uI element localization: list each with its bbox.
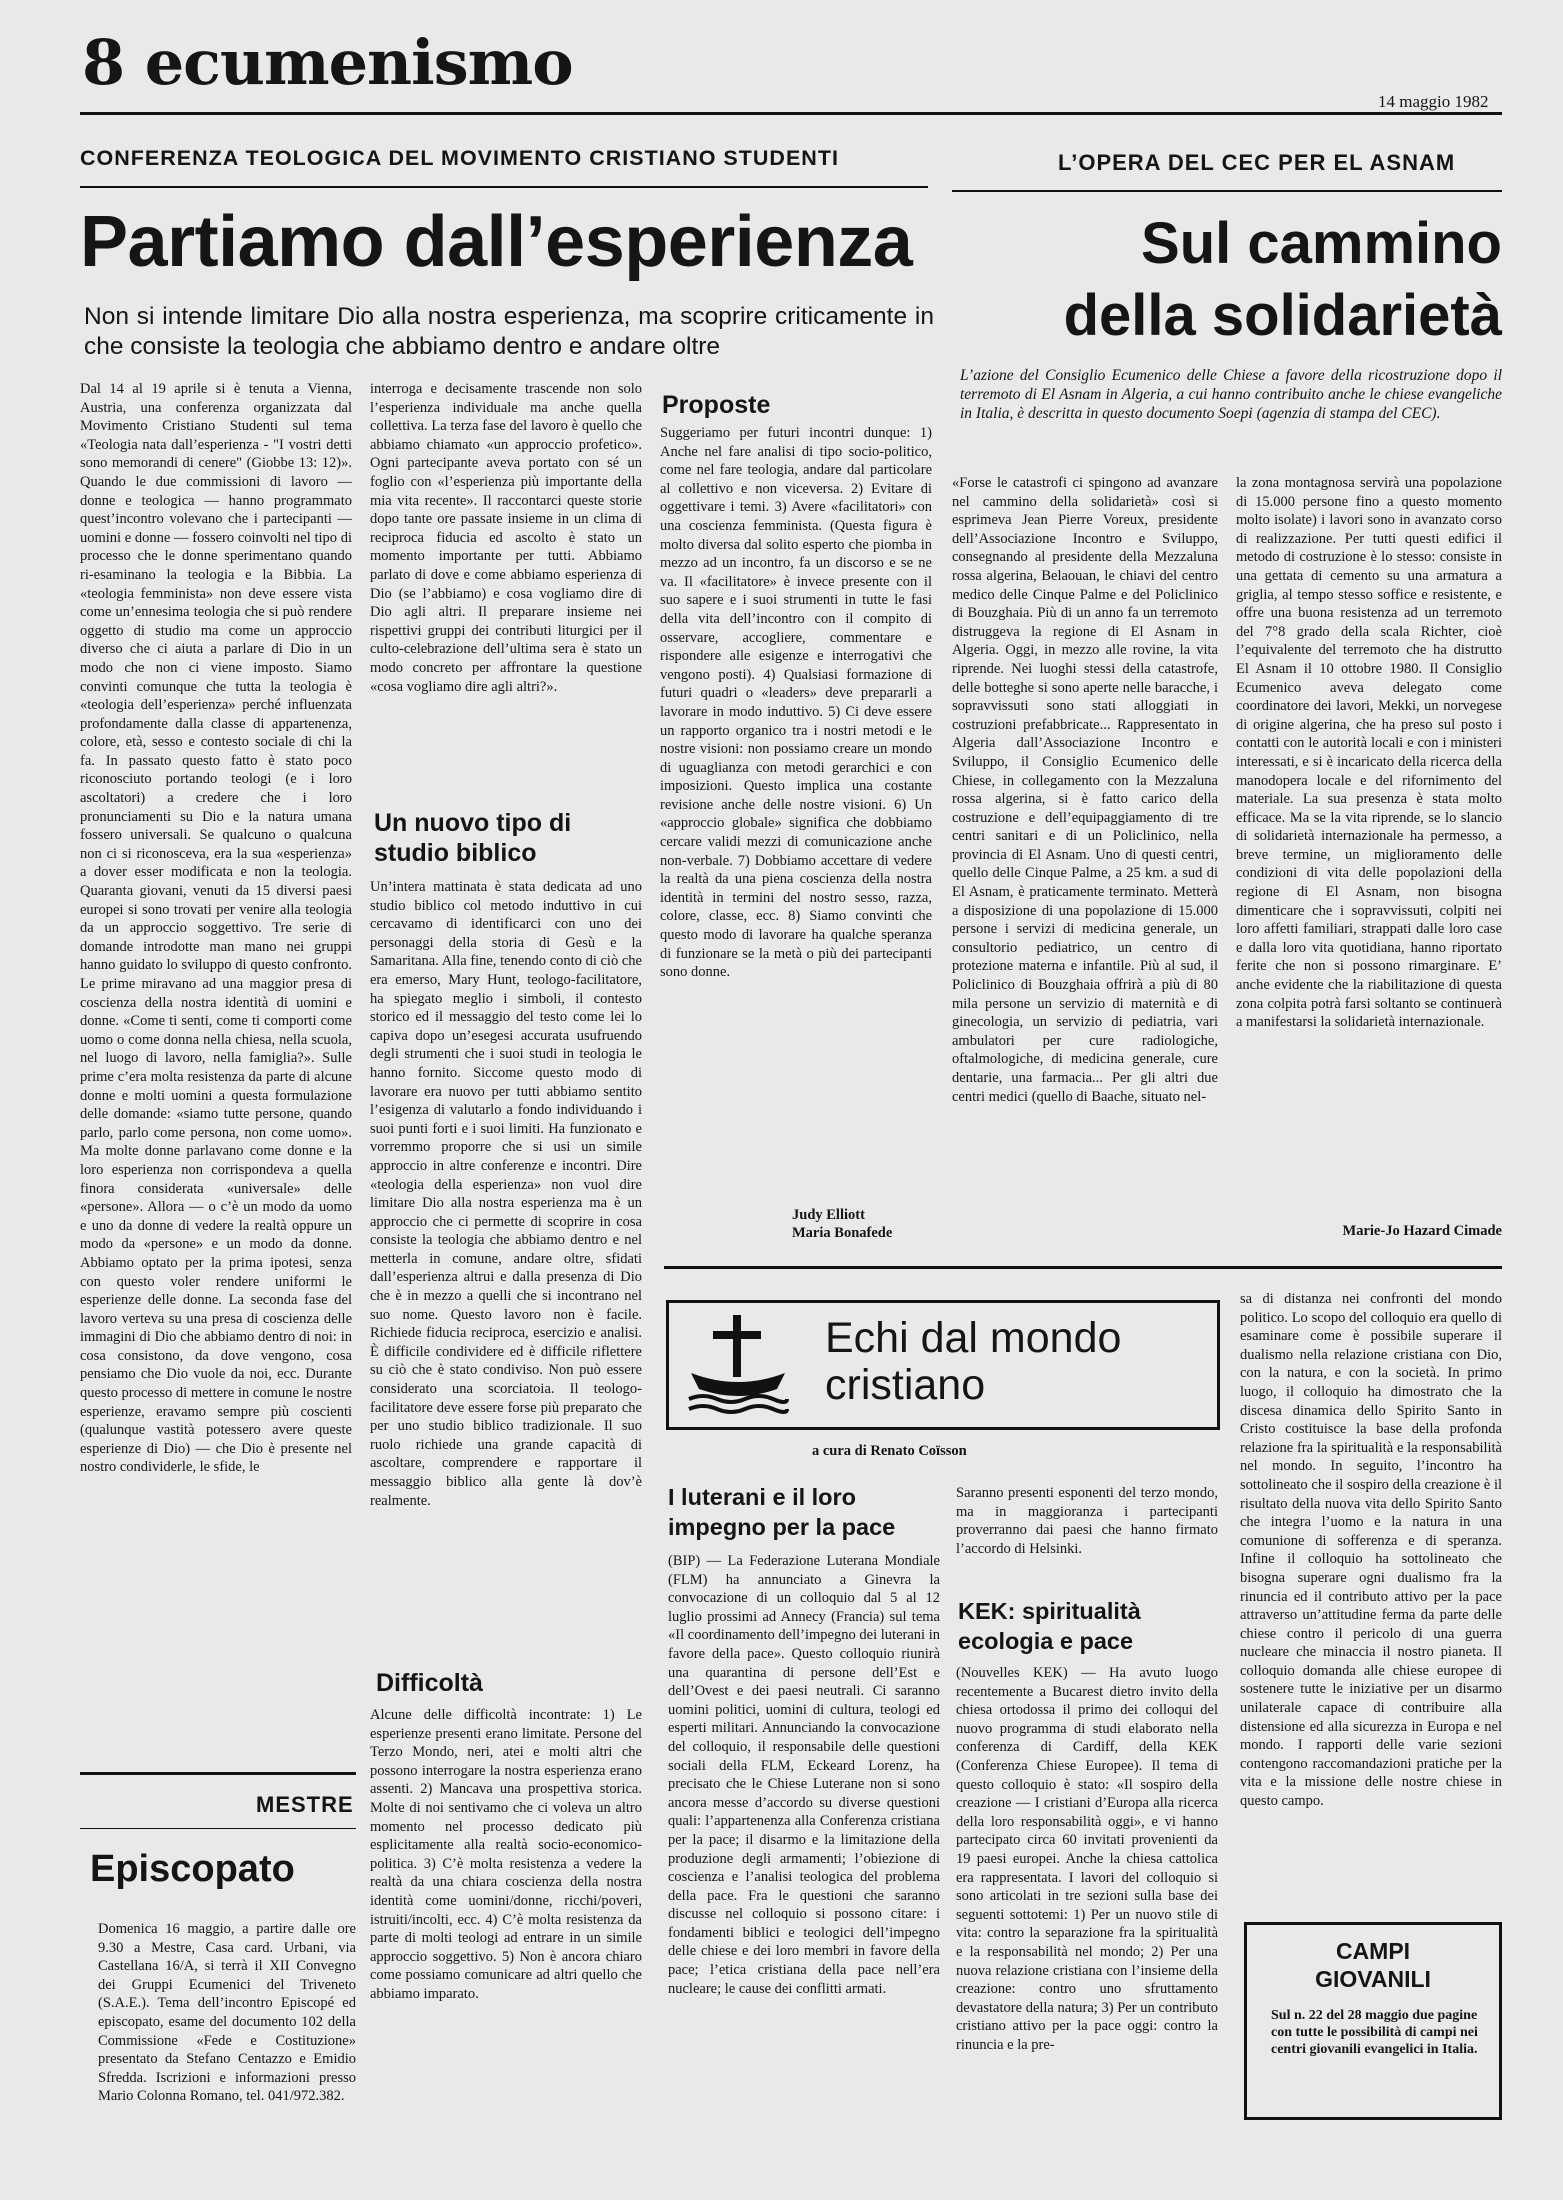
echi-curator: a cura di Renato Coïsson	[812, 1443, 967, 1459]
right-kicker: L’OPERA DEL CEC PER EL ASNAM	[1058, 150, 1456, 175]
cross-boat-icon	[683, 1311, 793, 1417]
mestre-title: Episcopato	[90, 1848, 295, 1890]
right-intro: L’azione del Consiglio Ecumenico delle Chiese a favore della ricostruzione dopo il terremoto di El Asnam in Algeria, a cui hanno contribuito anche le chiese evangeliche in Italia, è descritta in questo documento Soepi (agenzia di stampa del CEC).	[960, 367, 1502, 422]
left-kicker-rule	[80, 186, 928, 188]
subhead-proposte: Proposte	[662, 391, 771, 419]
echi-col-3: sa di distanza nei confronti del mondo politico. Lo scopo del colloquio era quello di esaminare come è possibile superare il dualismo nella relazione cristiana con Dio, con la natura, e con la società. In primo luogo, il colloquio ha dimostrato che la discesa dinamica dello Spirito Santo in Cristo costituisce la base della profonda relazione fra la spiritualità e la responsabilità nel mondo. In seguito, l’incontro ha sottolineato che il sospiro della creazione è il risultato della nuova vita dello Spirito Santo che integra l’uomo e la natura in una comunione di sofferenza e di speranza. Infine il colloquio ha sottolineato che bisogna superare ogni dualismo fra la rinuncia ed il contributo attivo per la pace attraverso un’attitudine ferma da parte delle chiese contro il pericolo di una guerra nucleare che minaccia il nostro pianeta. Il colloquio domanda alle chiese europee di sostenere tutte le iniziative per un disarmo unilaterale capace di contribuire alla distensione ed alla sicurezza in Europa e nel mondo. I rapporti delle varie sezioni contengono raccomandazioni pratiche per la vita e la missione delle nostre chiese in questo campo.	[1240, 1291, 1502, 1810]
right-byline: Marie-Jo Hazard Cimade	[1342, 1223, 1502, 1239]
mestre-kicker: MESTRE	[256, 1792, 354, 1817]
left-col-1: Dal 14 al 19 aprile si è tenuta a Vienna, Austria, una conferenza organizzata dal Movimento Cristiano Studenti sul tema «Teologia nata dall’esperienza - "I vostri detti sono memorandi di cenere" (Giobbe 13: 12)». Quando le due commissioni di lavoro — donne e teologica — hanno programmato quest’incontro volevano che i partecipanti — uomini e donne — fossero coinvolti nel tipo di processo che le donne sperimentano quando ri-esaminano la teologia e la Bibbia. La «teologia femminista» non deve essere vista come un’ennesima teologia che si può rendere oggetto di studio ma come un approccio diverso che ci aiuta a parlare di Dio in un modo che non ci viene imposto. Siamo convinti comunque che tutta la teologia è «teologia dell’esperienza» perché influenzata profondamente dalla classe di appartenenza, colore, età, sesso e contesto sociale di chi la fa. In passato questo fatto è stato poco riconosciuto portando teologi (e i loro ascoltatori) a credere che i loro pronunciamenti su Dio e la natura umana fossero universali. Se qualcuno o qualcuna non ci si riconosceva, era la sua «esperienza» a dover esser modificata e non la teologia. Quaranta giovani, venuti da 15 diversi paesi europei si sono trovati per venire alla teologia da un approccio soggettivo. Tre serie di domande introdotte man mano nei gruppi hanno guidato lo sviluppo di questo confronto. Le prime miravano ad una maggior presa di coscienza della nostra identità di uomini e donne. «Come ti senti, come ti comporti come uomo o come donna nella chiesa, nella scuola, nel luogo di lavoro, nella famiglia?». Sulle prime c’era molta resistenza da parte di alcune donne e molti uomini a questa formulazione delle domande: «siamo tutte persone, quando parlo, parlo come persona, non come uomo». Ma molte donne parlavano come donne e la loro esperienza non corrispondeva a quella finora considerata «universale» delle «persone». Allora — o c’è un modo da uomo e uno da donne di vedere la realtà oppure un modo da «persone» e un modo da donne. Abbiamo optato per la prima ipotesi, senza con questo voler rendere uniformi le esperienze delle donne. La seconda fase del lavoro verteva su una presa di coscienza delle immagini di Dio che abbiamo dentro di noi: in cosa consistono, da dove vengono, cosa pensiamo che Dio vuole da noi, ecc. Durante questo processo di mettere in comune le nostre esperienze, eravamo sempre più coscienti (qualunque vastità potessero avere queste esperienze di Dio) — che Dio è presente nel nostro condividerle, le sfide, le	[80, 381, 352, 1476]
subhead-luterani: I luterani e il loro impegno per la pace	[668, 1484, 896, 1540]
right-headline-line2: della solidarietà	[1063, 283, 1502, 348]
campi-title-line1: CAMPI	[1335, 1938, 1411, 1964]
mestre-body: Domenica 16 maggio, a partire dalle ore 9.30 a Mestre, Casa card. Urbani, via Castellana 16/A, si terrà il XII Convegno dei Gruppi Ecumenici del Triveneto (S.A.E.). Tema dell’incontro Episcopé ed episcopato, esame del documento 102 della Commissione «Fede e Costituzione» presentato da Stefano Centazzo e Emidio Sfredda. Iscrizioni e informazioni presso Mario Colonna Romano, tel. 041/972.382.	[98, 1921, 356, 2105]
echi-title	[825, 1315, 1121, 1409]
header-rule	[80, 112, 1502, 115]
echi-title-line1: Echi dal mondo	[825, 1314, 1122, 1362]
right-col-1: «Forse le catastrofi ci spingono ad avanzare nel cammino della solidarietà» così si esprimeva Jean Pierre Voreux, presidente dell’Associazione Incontro e Sviluppo, consegnando al presidente della Mezzaluna rossa algerina, Belaouan, le chiavi del centro medico delle Cinque Palme e del Policlinico di Bouzghaia. Più di un anno fa un terremoto distruggeva la regione di El Asnam in Algeria. Oggi, in mezzo alle rovine, la vita riprende. Nei luoghi stessi della catastrofe, delle botteghe si sono aperte nelle baracche, i sopravvissuti sono stati alloggiati in costruzioni prefabbricate... Rappresentato in Algeria dall’Associazione Incontro e Sviluppo, il Consiglio Ecumenico delle Chiese, in collegamento con la Mezzaluna rossa algerina, si è fatto carico della costruzione e dell’equipaggiamento di tre centri sanitari e di un Policlinico, nella provincia di El Asnam. Uno di questi centri, quello delle Cinque Palme, a 25 km. a sud di El Asnam, è praticamente terminato. Metterà a disposizione di una popolazione di 15.000 persone i servizi di medicina generale, un consultorio pediatrico, un centro di protezione materna e infantile. Più al sud, il Policlinico di Bouzghaia offrirà a più di 80 mila persone un servizio di maternità e di ginecologia, un servizio di pediatria, vari ambulatori per cure radiologiche, oftalmologiche, di medicina generale, cure dentarie, una farmacia... Per gli altri due centri medici (quello di Baache, situato nel-	[952, 475, 1218, 1105]
right-headline-line1: Sul cammino	[1141, 211, 1502, 276]
subhead-kek: KEK: spiritualità ecologia e pace	[958, 1598, 1141, 1654]
byline-2: Maria Bonafede	[792, 1225, 893, 1241]
subhead-studio-biblico: Un nuovo tipo di studio biblico	[374, 809, 572, 867]
left-col-3: Suggeriamo per futuri incontri dunque: 1) Anche nel fare analisi di tipo socio-politico, come nel fare teologia, andare dal particolare al collettivo e non viceversa. 2) Evitare di oggettivare i temi. 3) Avere «facilitatori» con una coscienza femminista. (Questa figura è molto diversa dal solito esperto che piomba in mezzo ad un incontro, fa un discorso e se ne va. Il «facilitatore» è invece presente con il suo sapere e i suoi strumenti in tutte le fasi della vita dell’incontro con il compito di osservare, accogliere, commentare e rispondere alle esigenze e interrogativi che vengono posti). 4) Qualsiasi formazione di futuri quadri o «leaders» deve prepararli a lavorare in modo induttivo. 5) Ci deve essere un rapporto organico tra i nostri metodi e le nostre visioni: non possiamo creare un mondo di uguaglianza con metodi gerarchici e con imposizioni. Questo implica una costante revisione anche delle nostre visioni. 6) Un «approccio globale» significa che dobbiamo cercare validi mezzi di comunicazione anche non-verbale. 7) Dobbiamo accettare di vedere la realtà da una piena coscienza della nostra identità in termini del nostro sesso, razza, colore, classe, ecc. 8) Siamo convinti che questo modo di lavorare ha qualche speranza di funzionare se la metà o più dei partecipanti sono donne.	[660, 425, 932, 981]
left-col-2c: Alcune delle difficoltà incontrate: 1) Le esperienze presenti erano limitate. Persone del Terzo Mondo, neri, atei e molti altri che possono interrogare la nostra esperienza erano assenti. 2) Mancava una prospettiva storica. Molte di noi sentivamo che ci voleva un altro momento nel processo dedicato più esplicitamente alla realtà socio-economico-politica. 3) C’è molta resistenza a vedere la realtà da una chiara coscienza della nostra identità come uomini/donne, ricchi/poveri, istruiti/incolti, ecc. 4) C’è molta resistenza da parte di molti teologi ad entrare in un simile approccio soggettivo. 5) Non è ancora chiaro come possiamo comunicare ad altri quello che abbiamo imparato.	[370, 1707, 642, 2002]
campi-title	[1247, 1937, 1499, 1993]
left-col-2: interroga e decisamente trascende non solo l’esperienza individuale ma anche quella collettiva. La terza fase del lavoro è quello che abbiamo chiamato «un approccio profetico». Ogni partecipante aveva portato con sé un foglio con «l’esperienza più importante della mia vita recente». Il raccontarci queste storie dopo tante ore passate insieme in un clima di reciproca fiducia ed ascolto è stato un momento importante per tutti. Abbiamo parlato di dove e come abbiamo esperienza di Dio (se l’abbiamo) e cosa vogliamo dire di Dio agli altri. Il preparare insieme nei rispettivi gruppi dei contributi liturgici per il culto-celebrazione dell’ultima sera è stato un modo concreto per affrontare la questione «cosa vogliamo dire agli altri?».	[370, 381, 642, 695]
section-name: ecumenismo	[144, 26, 573, 99]
page-header-title	[82, 26, 573, 99]
echi-col-2a: Saranno presenti esponenti del terzo mondo, ma in maggioranza i partecipanti proverranno dai paesi che hanno firmato l’accordo di Helsinki.	[956, 1485, 1218, 1557]
subhead-difficolta: Difficoltà	[376, 1669, 483, 1697]
page-number: 8	[82, 26, 125, 99]
right-headline	[1000, 208, 1502, 352]
issue-date: 14 maggio 1982	[1378, 92, 1489, 111]
echi-col-1: (BIP) — La Federazione Luterana Mondiale (FLM) ha annunciato a Ginevra la convocazione di un colloquio dal 5 al 12 luglio prossimi ad Annecy (Francia) sul tema «Il coordinamento dell’impegno dei luterani in favore della pace». Questo colloquio riunirà una quarantina di persone dell’Est e dell’Ovest e dei paesi neutrali. Ci saranno uomini politici, uomini di cultura, teologi ed esperti militari. Annunciando la convocazione del colloquio, il responsabile delle questioni sociali della FLM, Eckeard Lorenz, ha precisato che le Chiese Luterane non si sono ancora messe d’accordo su diverse questioni quali: l’appartenenza alla Conferenza cristiana per la pace; il disarmo e la limitazione della produzione degli armamenti; l’obiezione di coscienza e l’analisi teologica del problema della pace. Fra le questioni che saranno discusse nel colloquio si possono citare: i fondamenti biblici e teologici dell’impegno delle chiese e dei loro membri in favore della pace; l’etica cristiana della pace nell’era nucleare; le cause dei conflitti armati.	[668, 1553, 940, 1997]
echi-col-2b: (Nouvelles KEK) — Ha avuto luogo recentemente a Bucarest dietro invito della chiesa ortodossa il primo dei colloqui del nuovo programma di studi elaborato nella conferenza di Cardiff, della KEK (Conferenza Chiese Europee). Il tema di questo colloquio è stato: «Il sospiro della creazione — I cristiani d’Europa alla ricerca della loro responsabilità oggi», e vi hanno partecipato circa 60 invitati provenienti da 19 paesi europei. Anche la chiesa cattolica era rappresentata. I lavori del colloquio si sono articolati in tre sezioni sulla base dei seguenti sottotemi: 1) Per un nuovo stile di vita: contro la separazione fra la spiritualità e la responsabilità nel mondo; 2) Per una nuova relazione cristiana con l’insieme della creazione: contro uno sfruttamento devastatore della natura; 3) Per un contributo cristiano attivo per la pace oggi: contro la rinuncia e la pre-	[956, 1665, 1218, 2053]
left-deck: Non si intende limitare Dio alla nostra esperienza, ma scoprire criticamente in che consiste la teologia che abbiamo dentro e andare oltre	[84, 303, 934, 360]
left-headline: Partiamo dall’esperienza	[80, 202, 913, 282]
byline-1: Judy Elliott	[792, 1207, 865, 1223]
right-col-2: la zona montagnosa servirà una popolazione di 15.000 persone fino a questo momento molto isolate) i lavori sono in avanzato corso di realizzazione. Per tutti questi edifici il metodo di costruzione è lo stesso: consiste in una gettata di cemento su una armatura a griglia, al tempo stesso soffice e resistente, e offre una buona resistenza ad un terremoto del 7°8 grado della scala Richter, cioè l’equivalente del terremoto che ha distrutto El Asnam il 10 ottobre 1980. Il Consiglio Ecumenico aveva delegato come coordinatore dei lavori, Mekki, un norvegese di origine algerina, che ha preso sul posto i contatti con le autorità locali e con i ministeri interessati, e si è incaricato della ricerca della manodopera locale e del rifornimento del materiale. La sua presenza è stata molto efficace. Ma se la vita riprende, se lo slancio di solidarietà internazionale ha permesso, a breve termine, un miglioramento delle condizioni di vita delle popolazioni della regione di El Asnam, non bisogna dimenticare che i sopravvissuti, colpiti nei loro affetti familiari, strappati dalle loro case e dalla loro vita quotidiana, hanno riportato ferite che non si possono rimarginare. E’ anche evidente che la riabilitazione di questa zona colpita potrà farsi soltanto se continuerà a manifestarsi la solidarietà internazionale.	[1236, 475, 1502, 1031]
mestre-rule-2	[80, 1828, 356, 1829]
left-kicker: CONFERENZA TEOLOGICA DEL MOVIMENTO CRISTIANO STUDENTI	[80, 146, 839, 170]
campi-body: Sul n. 22 del 28 maggio due pagine con tutte le possibilità di campi nei centri giovanili evangelici in Italia.	[1271, 2008, 1478, 2057]
echi-title-line2: cristiano	[825, 1361, 986, 1409]
campi-title-line2: GIOVANILI	[1315, 1966, 1431, 1992]
left-col-2b: Un’intera mattinata è stata dedicata ad uno studio biblico col metodo induttivo in cui cercavamo di identificarci con uno dei personaggi della storia di Gesù e la Samaritana. Alla fine, tenendo conto di ciò che era emerso, Mary Hunt, teologo-facilitatore, ha spiegato meglio i simboli, il contesto storico ed il messaggio del testo come lei lo capiva dopo un’esegesi accurata usufruendo degli strumenti che i suoi studi in teologia le hanno fornito. Siccome questo modo di lavorare era nuovo per tutti abbiamo sentito l’esigenza di valutarlo a fondo individuando i suoi punti forti e i suoi limiti. Ha funzionato e vorremmo proporre che si usi un simile approccio in altre conferenze e incontri. Dire «teologia della esperienza» non vuol dire limitare Dio alla nostra esperienza ma è un approccio che ci permette di scoprire in cosa consiste la teologia che abbiamo dentro e nel metterla in comune, andare oltre, sfidati dall’esperienza altrui e dalla presenza di Dio che è in mezzo a quelli che si incontrano nel suo nome. Questo lavoro non è facile. Richiede fiducia reciproca, esercizio e analisi. È difficile condividere ed è difficile riflettere su ciò che è stato condiviso. Non può essere considerato una scorciatoia. Il teologo-facilitatore deve essere forse più preparato che per uno studio biblico tradizionale. Il suo ruolo richiede una grande capacità di ascoltare, comprendere e rapportare il messaggio biblico alla gente là dov’è realmente.	[370, 879, 642, 1509]
echi-top-rule	[664, 1266, 1502, 1269]
mestre-rule	[80, 1772, 356, 1775]
left-bylines	[792, 1206, 932, 1242]
campi-box	[1244, 1922, 1502, 2120]
echi-banner	[666, 1300, 1220, 1430]
right-kicker-rule	[952, 190, 1502, 192]
